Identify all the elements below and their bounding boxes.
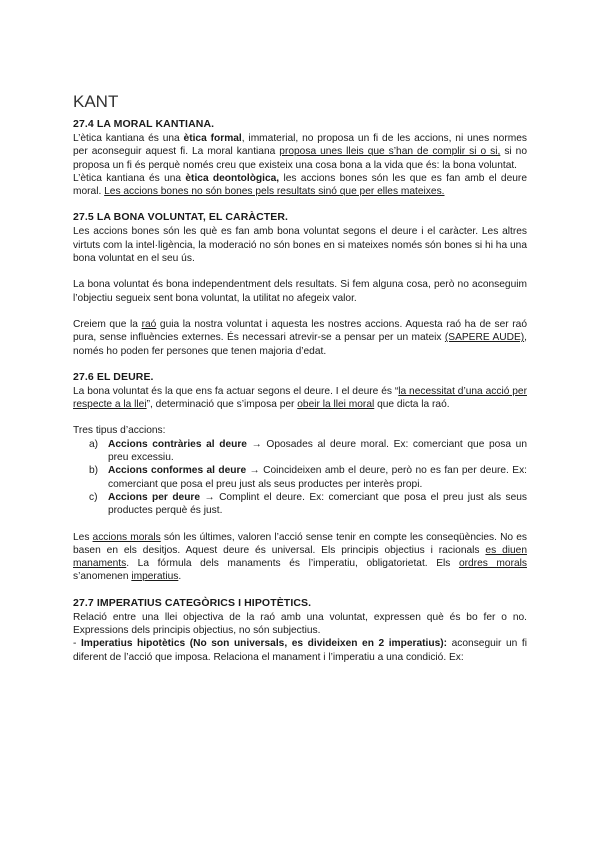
action-types-list (73, 438, 527, 518)
text-run: → Oposades al deure moral. Ex: comerciant que posa un preu excessiu. (108, 438, 528, 464)
text-run: . La fórmula dels manaments és l’imperatiu, obligatorietat. Els (126, 558, 459, 570)
underlined-phrase: Les accions bones no són bones pels resultats sinó que per elles mateixes. (104, 186, 445, 198)
list-item (73, 464, 527, 491)
text-run: La bona voluntat és la que ens fa actuar segons el deure. I el deure és “ (73, 385, 399, 397)
underlined-phrase: la necessitat d’una acció per respecte a la llei (73, 385, 527, 411)
list-marker: c) (89, 491, 98, 503)
underlined-phrase: proposa unes lleis que s’han de complir si o si, (279, 146, 501, 158)
text-run: guia la nostra voluntat i aquesta les nostres accions. Aquesta raó ha de ser raó pura, sense influències externes. És necessari atrevir-se a pensar per un mateix (73, 318, 527, 344)
paragraph-rao (73, 318, 527, 358)
text-run: aconseguir un fi diferent de l’acció que imposa. Relaciona el manament i l’imperatiu a una condició. Ex: (73, 638, 527, 663)
text-run: , immaterial, no proposa un fi de les accions, ni unes normes per aconseguir aquest fi. La moral kantiana (73, 133, 527, 158)
list-intro: Tres tipus d’accions: (73, 425, 166, 437)
section-heading-27-7: 27.7 IMPERATIUS CATEGÒRICS I HIPOTÈTICS. (73, 596, 312, 609)
text-run: L’ètica kantiana és una (73, 172, 186, 184)
paragraph-imperatius-hipotetics (73, 637, 527, 664)
bold-term: Imperatius hipotètics (No son universals, es divideixen en 2 imperatius): (80, 638, 448, 650)
list-item (73, 491, 527, 518)
text-run: , només ho poden fer persones que tenen majoria d’edat. (73, 332, 527, 357)
list-item (73, 438, 527, 465)
text-run: són les últimes, valoren l’acció sense tenir en compte les conseqüències. No es basen en els desitjos. Aquest deure és universal. Els principis objectius i racionals (73, 531, 527, 556)
bold-term: Accions per deure (108, 491, 201, 503)
text-run: que dicta la raó. (374, 399, 450, 411)
bold-term: Accions conformes al deure (108, 465, 247, 477)
paragraph-etica-deontologica (73, 172, 527, 199)
paragraph-accions-bones: Les accions bones són les què es fan amb bona voluntat segons el deure i el caràcter. Les altres virtuts com la intel·ligència, la moderació no són bones en si mateixes només són bones si hi ha una bona voluntat en el seu ús. (73, 226, 527, 265)
text-run: . (178, 571, 182, 583)
underlined-phrase: accions morals (92, 531, 161, 543)
text-run: Les (73, 531, 93, 543)
text-run: ”, determinació que s’imposa per (146, 399, 298, 411)
page-content (73, 92, 527, 664)
section-heading-27-5: 27.5 LA BONA VOLUNTAT, EL CARÀCTER. (73, 211, 289, 224)
bold-term: Accions contràries al deure (108, 438, 247, 450)
text-run: si no proposa un fi és perquè només creu que existeix una cosa bona a la vida que és: la bona voluntat. (73, 146, 528, 171)
text-run: s’anomenen (73, 571, 132, 583)
section-heading-27-4: 27.4 LA MORAL KANTIANA. (73, 118, 215, 130)
bold-term: ètica formal (183, 133, 242, 144)
underlined-phrase: es diuen manaments (73, 544, 527, 570)
text-run: Creiem que la (73, 318, 142, 330)
paragraph-deure (73, 385, 527, 412)
underlined-phrase: imperatius (131, 571, 179, 583)
paragraph-bona-voluntat: La bona voluntat és bona independentment dels resultats. Si fem alguna cosa, però no aconseguim l’objectiu segueix sent bona voluntat, la utilitat no afegeix valor. (73, 279, 527, 304)
underlined-phrase: raó (141, 318, 157, 330)
document-title: KANT (73, 92, 119, 111)
text-run: L’ètica kantiana és una (73, 133, 184, 144)
text-run: - (73, 638, 81, 650)
paragraph-accions-morals (73, 531, 527, 584)
paragraph-etica-formal (73, 132, 527, 172)
underlined-phrase: ordres morals (458, 558, 527, 570)
underlined-phrase: (SAPERE AUDE) (444, 332, 525, 344)
list-marker: a) (89, 438, 99, 450)
bold-term: ètica deontològica, (185, 172, 280, 184)
paragraph-relacio: Relació entre una llei objectiva de la raó amb una voluntat, expressen què és bo fer o no. Expressions dels principis objectius, no són subjectius. (73, 611, 527, 637)
list-marker: b) (89, 465, 99, 477)
text-run: → Coincideixen amb el deure, però no es fan per deure. Ex: comerciant que posa el preu just als seus productes per interès propi. (108, 465, 527, 490)
text-run: les accions bones són les que es fan amb el deure moral. (73, 172, 527, 198)
text-run: → Complint el deure. Ex: comerciant que posa el preu just als seus productes perquè és just. (108, 491, 528, 517)
section-heading-27-6: 27.6 EL DEURE. (73, 370, 154, 383)
underlined-phrase: obeir la llei moral (297, 399, 375, 411)
